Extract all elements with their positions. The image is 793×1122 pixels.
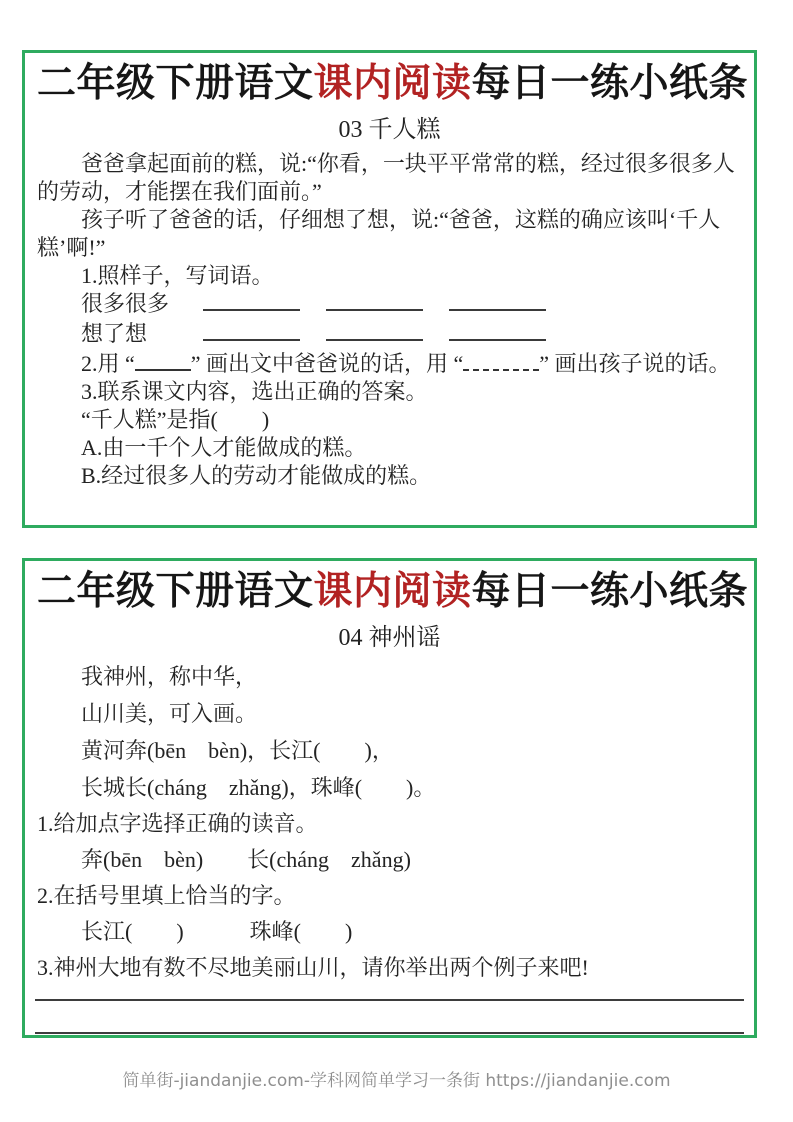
title-highlight: 课内阅读 — [313, 570, 472, 613]
answer-line — [35, 999, 744, 1001]
title-prefix: 二年级下册语文 — [37, 62, 314, 105]
question-2 — [37, 350, 742, 378]
question-2-text: ” 画出文中爸爸说的话，用 “ — [190, 351, 464, 376]
passage-line-2: 孩子听了爸爸的话，仔细想了想，说:“爸爸，这糕的确应该叫‘千人糕’啊!” — [37, 207, 721, 260]
worksheet-card-04 — [22, 558, 757, 1038]
question-2-text: ” 画出孩子说的话。 — [539, 351, 731, 376]
question-2: 2.在括号里填上恰当的字。 — [37, 883, 296, 908]
poem-line-2: 山川美，可入画。 — [81, 701, 258, 726]
answer-blank — [203, 321, 300, 341]
section-heading: 04 神州谣 — [338, 625, 441, 651]
question-3: 3.联系课文内容，选出正确的答案。 — [81, 379, 428, 404]
passage-line-1: 爸爸拿起面前的糕，说:“你看，一块平平常常的糕，经过很多很多人的劳动，才能摆在我们面前。” — [37, 151, 735, 204]
answer-blank — [203, 291, 300, 311]
answer-blank-dashed — [463, 354, 539, 371]
question-2-blanks: 长江( ) 珠峰( ) — [81, 919, 353, 944]
worksheet-card-03 — [22, 50, 757, 528]
word-practice-row-2 — [37, 320, 742, 350]
card-title — [37, 59, 749, 109]
question-1-choices: 奔(bēn bèn) 长(cháng zhǎng) — [81, 847, 411, 872]
answer-blank — [449, 291, 546, 311]
word-example-1: 很多很多 — [81, 291, 170, 316]
answer-line — [35, 1032, 744, 1034]
poem-line-1: 我神州，称中华， — [81, 664, 258, 689]
question-3: 3.神州大地有数不尽地美丽山川，请你举出两个例子来吧! — [37, 955, 589, 980]
question-3-stem: “千人糕”是指( ) — [81, 407, 270, 432]
word-practice-row-1 — [37, 290, 742, 320]
poem-line-3: 黄河奔(bēn bèn)，长江( )， — [81, 738, 394, 763]
title-suffix: 每日一练小纸条 — [471, 62, 749, 105]
title-suffix: 每日一练小纸条 — [471, 570, 749, 613]
card-title — [37, 567, 749, 617]
option-b: B.经过很多人的劳动才能做成的糕。 — [81, 463, 432, 488]
word-example-2: 想了想 — [81, 321, 148, 346]
watermark-text: 简单街-jiandanjie.com-学科网简单学习一条街 https://jiandanjie.com — [122, 1071, 671, 1091]
answer-blank — [326, 291, 423, 311]
answer-blank — [449, 321, 546, 341]
answer-blank — [326, 321, 423, 341]
poem-line-4: 长城长(cháng zhǎng)，珠峰( )。 — [81, 775, 436, 800]
option-a: A.由一千个人才能做成的糕。 — [81, 435, 367, 460]
answer-blank-solid — [135, 354, 191, 371]
section-heading: 03 千人糕 — [338, 117, 441, 143]
title-highlight: 课内阅读 — [313, 62, 472, 105]
question-1: 1.照样子，写词语。 — [81, 263, 274, 288]
question-1: 1.给加点字选择正确的读音。 — [37, 811, 318, 836]
title-prefix: 二年级下册语文 — [37, 570, 314, 613]
question-2-text: 2.用 “ — [81, 351, 135, 376]
